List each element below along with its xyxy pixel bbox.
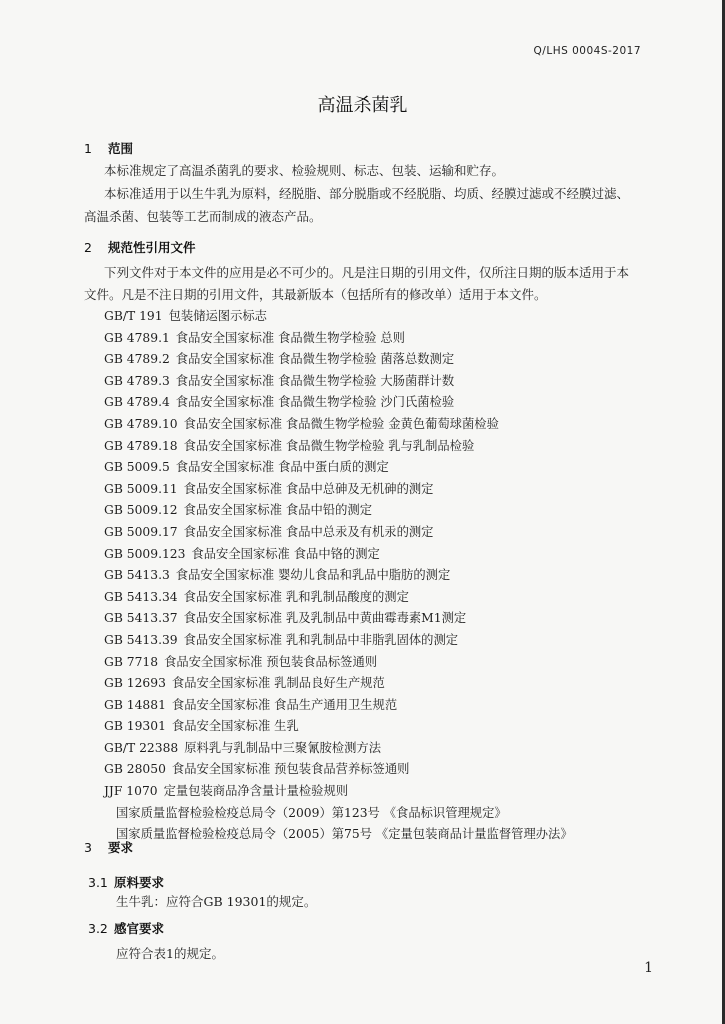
section-number: 1 bbox=[84, 141, 92, 156]
reference-item bbox=[104, 759, 664, 781]
document-title: 高温杀菌乳 bbox=[317, 95, 408, 116]
section-heading-requirements bbox=[84, 838, 133, 856]
section-title: 范围 bbox=[108, 141, 134, 156]
reference-title: 食品安全国家标准 预包装食品标签通则 bbox=[164, 654, 378, 669]
reference-title: 食品安全国家标准 食品微生物学检验 金黄色葡萄球菌检验 bbox=[183, 416, 499, 431]
reference-code: GB 19301 bbox=[104, 719, 166, 734]
reference-code: GB 4789.3 bbox=[104, 373, 170, 388]
reference-code: GB 4789.2 bbox=[104, 352, 170, 367]
reference-title: 国家质量监督检验检疫总局令（2009）第123号 《食品标识管理规定》 bbox=[116, 805, 507, 820]
reference-item bbox=[104, 587, 664, 609]
subsection-number: 3.2 bbox=[88, 921, 108, 936]
reference-code: GB 5413.34 bbox=[104, 589, 178, 604]
reference-title: 食品安全国家标准 食品微生物学检验 菌落总数测定 bbox=[175, 352, 455, 367]
paragraph: 下列文件对于本文件的应用是必不可少的。凡是注日期的引用文件，仅所注日期的版本适用于本 bbox=[104, 265, 630, 280]
reference-title: 食品安全国家标准 食品微生物学检验 总则 bbox=[175, 330, 405, 345]
reference-code: GB 5009.17 bbox=[104, 524, 178, 539]
subsection-heading-raw-material bbox=[88, 873, 164, 891]
reference-item bbox=[104, 328, 664, 350]
reference-title: 包装储运图示标志 bbox=[168, 309, 267, 323]
reference-code: GB 5413.37 bbox=[104, 611, 178, 626]
reference-item bbox=[104, 544, 664, 566]
reference-title: 食品安全国家标准 食品微生物学检验 乳与乳制品检验 bbox=[183, 438, 475, 453]
subsection-title: 感官要求 bbox=[114, 921, 165, 936]
reference-title: 原料乳与乳制品中三聚氰胺检测方法 bbox=[184, 740, 381, 755]
reference-item bbox=[104, 673, 664, 695]
reference-title: 定量包装商品净含量计量检验规则 bbox=[163, 784, 349, 799]
reference-title: 食品安全国家标准 乳和乳制品中非脂乳固体的测定 bbox=[183, 632, 459, 647]
reference-code: GB/T 191 bbox=[104, 309, 163, 323]
section-number: 2 bbox=[84, 240, 92, 255]
reference-title: 食品安全国家标准 预包装食品营养标签通则 bbox=[171, 762, 410, 777]
reference-title: 食品安全国家标准 食品中铅的测定 bbox=[183, 503, 372, 518]
reference-item bbox=[104, 457, 664, 479]
reference-item bbox=[104, 824, 664, 846]
section-heading-normative-references bbox=[84, 238, 196, 256]
reference-code: GB 7718 bbox=[104, 654, 159, 669]
reference-item bbox=[104, 479, 664, 501]
reference-code: GB 14881 bbox=[104, 697, 166, 712]
paragraph-continuation: 高温杀菌、包装等工艺而制成的液态产品。 bbox=[84, 209, 322, 224]
reference-title: 食品安全国家标准 食品微生物学检验 大肠菌群计数 bbox=[175, 373, 455, 388]
paragraph: 本标准规定了高温杀菌乳的要求、检验规则、标志、包装、运输和贮存。 bbox=[104, 163, 505, 178]
reference-title: 食品安全国家标准 乳制品良好生产规范 bbox=[171, 676, 385, 691]
subsection-heading-sensory bbox=[88, 919, 164, 937]
reference-item bbox=[104, 716, 664, 738]
reference-title: 食品安全国家标准 食品中总砷及无机砷的测定 bbox=[183, 481, 434, 496]
reference-code: GB/T 22388 bbox=[104, 740, 179, 755]
section-number: 3 bbox=[84, 840, 92, 855]
reference-item bbox=[104, 436, 664, 458]
reference-code: JJF 1070 bbox=[104, 784, 158, 799]
reference-code: GB 4789.18 bbox=[104, 438, 178, 453]
reference-code: GB 5009.5 bbox=[104, 460, 170, 475]
subsection-title: 原料要求 bbox=[114, 875, 165, 890]
section-heading-scope bbox=[84, 139, 133, 157]
reference-code: GB 4789.1 bbox=[104, 330, 170, 345]
reference-item bbox=[104, 565, 664, 587]
reference-title: 国家质量监督检验检疫总局令（2005）第75号 《定量包装商品计量监督管理办法》 bbox=[116, 827, 573, 842]
reference-title: 食品安全国家标准 乳和乳制品酸度的测定 bbox=[183, 589, 409, 604]
reference-item bbox=[104, 781, 664, 803]
paragraph-continuation: 文件。凡是不注日期的引用文件，其最新版本（包括所有的修改单）适用于本文件。 bbox=[84, 287, 547, 302]
reference-code: GB 28050 bbox=[104, 762, 166, 777]
reference-code: GB 4789.10 bbox=[104, 416, 178, 431]
reference-code: GB 12693 bbox=[104, 676, 166, 691]
subsection-number: 3.1 bbox=[88, 875, 108, 890]
paragraph: 本标准适用于以生牛乳为原料，经脱脂、部分脱脂或不经脱脂、均质、经膜过滤或不经膜过滤、 bbox=[104, 186, 630, 201]
reference-code: GB 5413.3 bbox=[104, 568, 170, 583]
reference-item bbox=[104, 306, 664, 328]
page-number: 1 bbox=[644, 960, 653, 976]
reference-title: 食品安全国家标准 食品中总汞及有机汞的测定 bbox=[183, 524, 434, 539]
reference-item bbox=[104, 500, 664, 522]
reference-item bbox=[104, 608, 664, 630]
reference-title: 食品安全国家标准 食品生产通用卫生规范 bbox=[171, 697, 398, 712]
reference-item bbox=[104, 803, 664, 825]
paragraph: 应符合表1的规定。 bbox=[116, 946, 224, 961]
reference-title: 食品安全国家标准 食品中蛋白质的测定 bbox=[175, 460, 389, 475]
reference-title: 食品安全国家标准 乳及乳制品中黄曲霉毒素M1测定 bbox=[183, 611, 467, 626]
paragraph: 生牛乳：应符合GB 19301的规定。 bbox=[116, 894, 317, 909]
reference-item bbox=[104, 414, 664, 436]
reference-list bbox=[104, 306, 664, 846]
section-title: 规范性引用文件 bbox=[108, 240, 196, 255]
reference-item bbox=[104, 522, 664, 544]
reference-code: GB 5009.123 bbox=[104, 546, 186, 561]
reference-item bbox=[104, 630, 664, 652]
reference-item bbox=[104, 392, 664, 414]
reference-title: 食品安全国家标准 生乳 bbox=[171, 719, 299, 734]
reference-code: GB 5009.11 bbox=[104, 481, 178, 496]
reference-item bbox=[104, 695, 664, 717]
reference-code: GB 4789.4 bbox=[104, 395, 170, 410]
section-title: 要求 bbox=[108, 840, 134, 855]
reference-code: GB 5413.39 bbox=[104, 632, 178, 647]
reference-code: GB 5009.12 bbox=[104, 503, 178, 518]
reference-title: 食品安全国家标准 食品微生物学检验 沙门氏菌检验 bbox=[175, 395, 455, 410]
reference-title: 食品安全国家标准 婴幼儿食品和乳品中脂肪的测定 bbox=[175, 568, 451, 583]
reference-item bbox=[104, 371, 664, 393]
reference-item bbox=[104, 652, 664, 674]
reference-item bbox=[104, 738, 664, 760]
document-code: Q/LHS 0004S-2017 bbox=[533, 45, 641, 57]
reference-title: 食品安全国家标准 食品中铬的测定 bbox=[191, 546, 380, 561]
reference-item bbox=[104, 349, 664, 371]
